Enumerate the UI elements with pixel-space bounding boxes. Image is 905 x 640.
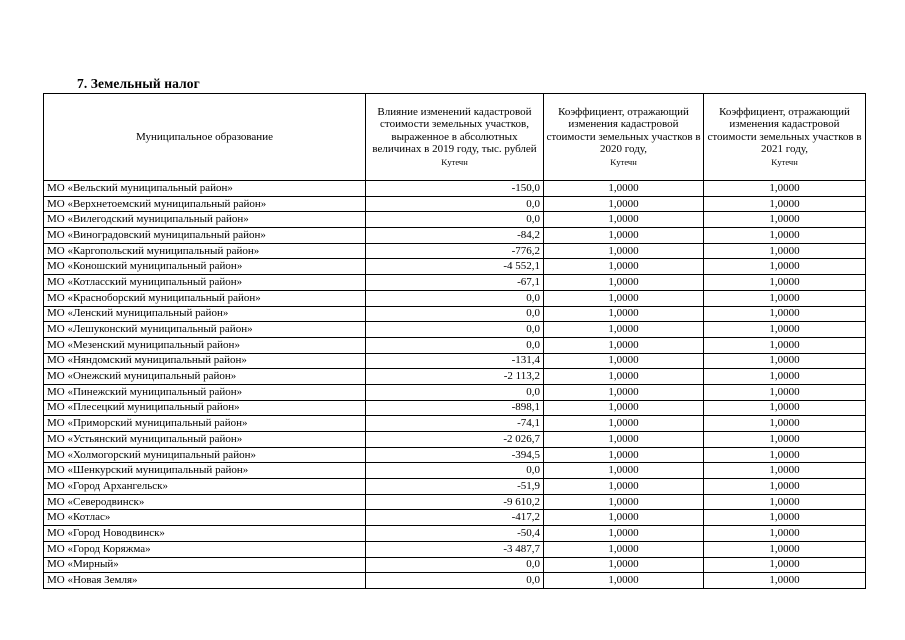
municipality-cell: МО «Вилегодский муниципальный район» xyxy=(44,212,366,228)
table-row xyxy=(44,384,866,400)
table-row xyxy=(44,526,866,542)
coef-2021-cell: 1,0000 xyxy=(704,290,866,306)
impact-cell: -2 026,7 xyxy=(366,432,544,448)
municipality-cell: МО «Верхнетоемский муниципальный район» xyxy=(44,196,366,212)
coef-2021-cell: 1,0000 xyxy=(704,259,866,275)
header-coef-2020 xyxy=(544,94,704,181)
coef-2020-cell: 1,0000 xyxy=(544,526,704,542)
coef-2020-cell: 1,0000 xyxy=(544,228,704,244)
coef-2021-cell: 1,0000 xyxy=(704,384,866,400)
table-row xyxy=(44,275,866,291)
coef-2021-cell: 1,0000 xyxy=(704,494,866,510)
coef-2021-cell: 1,0000 xyxy=(704,447,866,463)
coef-2021-cell: 1,0000 xyxy=(704,212,866,228)
coef-2020-cell: 1,0000 xyxy=(544,541,704,557)
impact-cell: -394,5 xyxy=(366,447,544,463)
coef-2020-cell: 1,0000 xyxy=(544,353,704,369)
coef-2021-cell: 1,0000 xyxy=(704,353,866,369)
header-impact-2019-label: Влияние изменений кадастровой стоимости земельных участков, выраженное в абсолютных величинах в 2019 году, тыс. рублей xyxy=(372,105,537,156)
municipality-cell: МО «Мезенский муниципальный район» xyxy=(44,337,366,353)
impact-cell: -84,2 xyxy=(366,228,544,244)
coef-2021-cell: 1,0000 xyxy=(704,510,866,526)
table-row xyxy=(44,557,866,573)
table-row xyxy=(44,416,866,432)
municipality-cell: МО «Коношский муниципальный район» xyxy=(44,259,366,275)
municipality-cell: МО «Лешуконский муниципальный район» xyxy=(44,322,366,338)
municipality-cell: МО «Шенкурский муниципальный район» xyxy=(44,463,366,479)
municipality-cell: МО «Новая Земля» xyxy=(44,573,366,589)
coef-2020-cell: 1,0000 xyxy=(544,243,704,259)
coef-2021-cell: 1,0000 xyxy=(704,243,866,259)
coef-2020-cell: 1,0000 xyxy=(544,212,704,228)
impact-cell: 0,0 xyxy=(366,322,544,338)
table-row xyxy=(44,259,866,275)
table-row xyxy=(44,337,866,353)
municipality-cell: МО «Вельский муниципальный район» xyxy=(44,181,366,197)
table-row xyxy=(44,494,866,510)
municipality-cell: МО «Плесецкий муниципальный район» xyxy=(44,400,366,416)
municipality-cell: МО «Виноградовский муниципальный район» xyxy=(44,228,366,244)
coef-2021-cell: 1,0000 xyxy=(704,306,866,322)
coef-2021-cell: 1,0000 xyxy=(704,526,866,542)
coef-2021-cell: 1,0000 xyxy=(704,275,866,291)
coef-2020-cell: 1,0000 xyxy=(544,416,704,432)
coef-2021-cell: 1,0000 xyxy=(704,181,866,197)
table-row xyxy=(44,447,866,463)
coef-2021-cell: 1,0000 xyxy=(704,541,866,557)
table-row xyxy=(44,400,866,416)
coef-2021-cell: 1,0000 xyxy=(704,573,866,589)
table-row xyxy=(44,353,866,369)
coef-2021-cell: 1,0000 xyxy=(704,196,866,212)
coef-2021-cell: 1,0000 xyxy=(704,416,866,432)
coef-2020-cell: 1,0000 xyxy=(544,400,704,416)
coef-2020-cell: 1,0000 xyxy=(544,432,704,448)
impact-cell: 0,0 xyxy=(366,573,544,589)
municipality-cell: МО «Ленский муниципальный район» xyxy=(44,306,366,322)
coef-2020-cell: 1,0000 xyxy=(544,510,704,526)
coef-2020-cell: 1,0000 xyxy=(544,369,704,385)
header-municipality xyxy=(44,94,366,181)
coef-2021-cell: 1,0000 xyxy=(704,432,866,448)
impact-cell: -4 552,1 xyxy=(366,259,544,275)
impact-cell: 0,0 xyxy=(366,290,544,306)
land-tax-table xyxy=(43,93,866,589)
table-row xyxy=(44,290,866,306)
coef-2021-cell: 1,0000 xyxy=(704,463,866,479)
municipality-cell: МО «Каргопольский муниципальный район» xyxy=(44,243,366,259)
coef-2020-cell: 1,0000 xyxy=(544,494,704,510)
header-coef-2021-suffix: Kутечн xyxy=(771,156,798,167)
header-coef-2021-label: Коэффициент, отражающий изменения кадастровой стоимости земельных участков в 2021 году, xyxy=(707,105,862,156)
impact-cell: 0,0 xyxy=(366,384,544,400)
table-row xyxy=(44,196,866,212)
municipality-cell: МО «Няндомский муниципальный район» xyxy=(44,353,366,369)
municipality-cell: МО «Котлас» xyxy=(44,510,366,526)
table-row xyxy=(44,573,866,589)
municipality-cell: МО «Холмогорский муниципальный район» xyxy=(44,447,366,463)
header-coef-2020-suffix: Kутечн xyxy=(610,156,637,167)
header-municipality-label: Муниципальное образование xyxy=(136,130,273,143)
impact-cell: 0,0 xyxy=(366,306,544,322)
table-row xyxy=(44,479,866,495)
table-row xyxy=(44,510,866,526)
municipality-cell: МО «Город Коряжма» xyxy=(44,541,366,557)
impact-cell: -67,1 xyxy=(366,275,544,291)
coef-2021-cell: 1,0000 xyxy=(704,337,866,353)
impact-cell: 0,0 xyxy=(366,196,544,212)
table-row xyxy=(44,212,866,228)
impact-cell: -51,9 xyxy=(366,479,544,495)
table-row xyxy=(44,306,866,322)
table-row xyxy=(44,541,866,557)
municipality-cell: МО «Северодвинск» xyxy=(44,494,366,510)
municipality-cell: МО «Онежский муниципальный район» xyxy=(44,369,366,385)
header-coef-2021 xyxy=(704,94,866,181)
coef-2020-cell: 1,0000 xyxy=(544,463,704,479)
impact-cell: -776,2 xyxy=(366,243,544,259)
coef-2021-cell: 1,0000 xyxy=(704,479,866,495)
coef-2020-cell: 1,0000 xyxy=(544,573,704,589)
impact-cell: 0,0 xyxy=(366,337,544,353)
municipality-cell: МО «Мирный» xyxy=(44,557,366,573)
table-row xyxy=(44,432,866,448)
coef-2021-cell: 1,0000 xyxy=(704,228,866,244)
coef-2020-cell: 1,0000 xyxy=(544,259,704,275)
impact-cell: -2 113,2 xyxy=(366,369,544,385)
table-row xyxy=(44,322,866,338)
coef-2020-cell: 1,0000 xyxy=(544,290,704,306)
coef-2021-cell: 1,0000 xyxy=(704,400,866,416)
impact-cell: -898,1 xyxy=(366,400,544,416)
header-impact-2019 xyxy=(366,94,544,181)
impact-cell: -131,4 xyxy=(366,353,544,369)
impact-cell: -9 610,2 xyxy=(366,494,544,510)
table-row xyxy=(44,243,866,259)
coef-2020-cell: 1,0000 xyxy=(544,322,704,338)
impact-cell: -417,2 xyxy=(366,510,544,526)
coef-2020-cell: 1,0000 xyxy=(544,275,704,291)
municipality-cell: МО «Город Архангельск» xyxy=(44,479,366,495)
municipality-cell: МО «Город Новодвинск» xyxy=(44,526,366,542)
table-header-row xyxy=(44,94,866,181)
table-row xyxy=(44,369,866,385)
municipality-cell: МО «Приморский муниципальный район» xyxy=(44,416,366,432)
coef-2020-cell: 1,0000 xyxy=(544,306,704,322)
municipality-cell: МО «Котласский муниципальный район» xyxy=(44,275,366,291)
section-title: 7. Земельный налог xyxy=(77,76,200,91)
impact-cell: 0,0 xyxy=(366,557,544,573)
coef-2020-cell: 1,0000 xyxy=(544,557,704,573)
table-row xyxy=(44,181,866,197)
table-body xyxy=(44,181,866,589)
table-row xyxy=(44,228,866,244)
coef-2020-cell: 1,0000 xyxy=(544,181,704,197)
municipality-cell: МО «Красноборский муниципальный район» xyxy=(44,290,366,306)
impact-cell: -50,4 xyxy=(366,526,544,542)
municipality-cell: МО «Пинежский муниципальный район» xyxy=(44,384,366,400)
coef-2020-cell: 1,0000 xyxy=(544,384,704,400)
impact-cell: 0,0 xyxy=(366,463,544,479)
coef-2020-cell: 1,0000 xyxy=(544,479,704,495)
impact-cell: -74,1 xyxy=(366,416,544,432)
header-impact-2019-suffix: Kутечн xyxy=(441,156,468,167)
impact-cell: -150,0 xyxy=(366,181,544,197)
table-row xyxy=(44,463,866,479)
coef-2020-cell: 1,0000 xyxy=(544,337,704,353)
coef-2021-cell: 1,0000 xyxy=(704,322,866,338)
header-coef-2020-label: Коэффициент, отражающий изменения кадастровой стоимости земельных участков в 2020 году, xyxy=(546,105,701,156)
coef-2021-cell: 1,0000 xyxy=(704,369,866,385)
impact-cell: 0,0 xyxy=(366,212,544,228)
municipality-cell: МО «Устьянский муниципальный район» xyxy=(44,432,366,448)
coef-2021-cell: 1,0000 xyxy=(704,557,866,573)
impact-cell: -3 487,7 xyxy=(366,541,544,557)
coef-2020-cell: 1,0000 xyxy=(544,447,704,463)
coef-2020-cell: 1,0000 xyxy=(544,196,704,212)
